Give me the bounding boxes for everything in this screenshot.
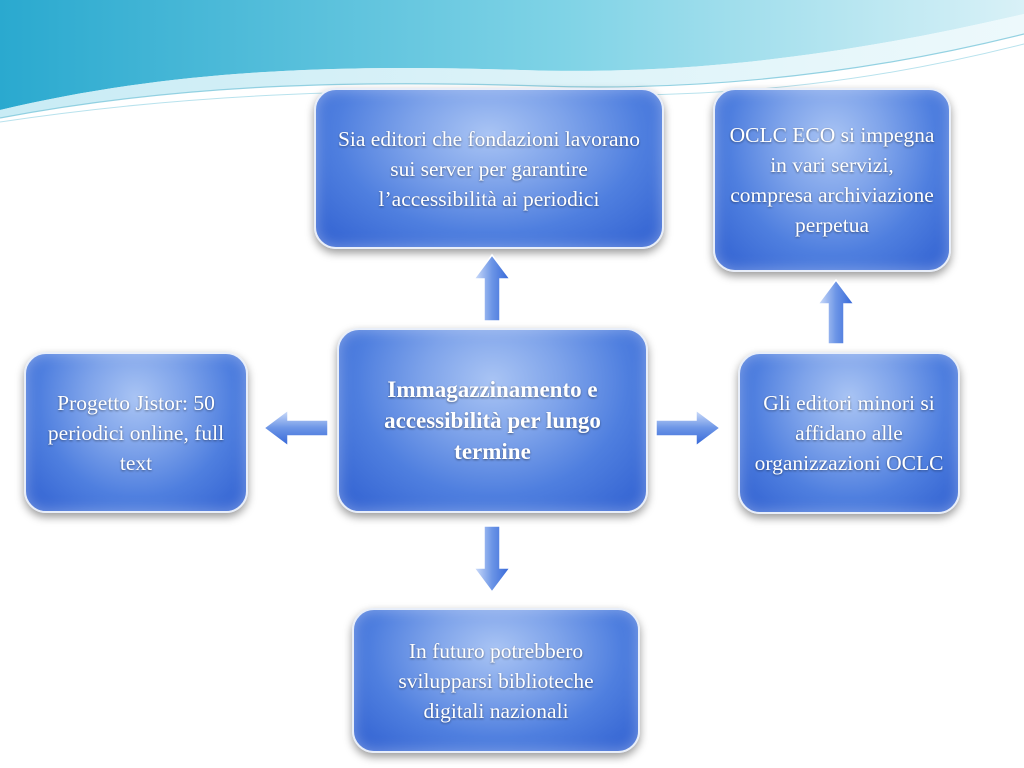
right-box-text: Gli editori minori si affidano alle organizzazioni OCLC <box>754 391 944 475</box>
right-box <box>738 352 960 514</box>
top-box-text: Sia editori che fondazioni lavorano sui server per garantire l’accessibilità ai periodici <box>337 126 641 211</box>
left-box-text: Progetto Jistor: 50 periodici online, full text <box>47 390 225 475</box>
left-box <box>24 352 248 513</box>
bottom-box-text: In futuro potrebbero svilupparsi biblioteche digitali nazionali <box>398 638 594 723</box>
arrow-left-icon <box>262 408 330 448</box>
center-box-text: Immagazzinamento e accessibilità per lungo termine <box>384 377 601 464</box>
arrow-up-icon <box>472 253 512 323</box>
arrow-right-icon <box>654 408 722 448</box>
center-box <box>337 328 648 513</box>
top-right-box <box>713 88 951 272</box>
top-box <box>314 88 664 249</box>
top-right-box-text: OCLC ECO si impegna in vari servizi, compresa archiviazione perpetua <box>729 123 935 237</box>
arrow-up-icon <box>816 278 856 346</box>
bottom-box <box>352 608 640 753</box>
arrow-down-icon <box>472 524 512 594</box>
